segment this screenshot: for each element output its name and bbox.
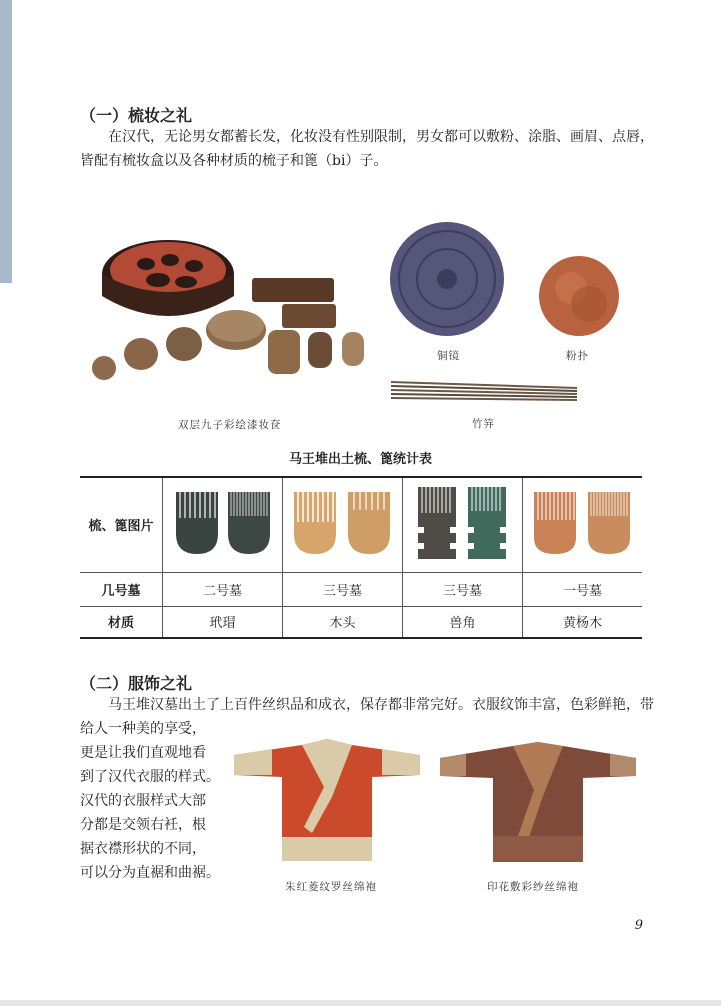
red-silk-robe-photo [232,737,422,867]
cell-tomb: 二号墓 [163,572,283,606]
side-accent-bar [0,0,12,283]
row-label-material: 材质 [80,606,163,638]
paragraph-clothing-line7: 据衣襟形状的不同， [80,841,206,857]
cell-tomb: 一号墓 [523,572,643,606]
paragraph-clothing-line4: 到了汉代衣服的样式。 [80,769,220,785]
row-label-images: 梳、篦图片 [80,477,163,572]
comb-wood-image [288,488,398,558]
paragraph-clothing-line6: 分都是交领右衽，根 [80,817,206,833]
cell-material: 黄杨木 [523,606,643,638]
paragraph-grooming-line1: 在汉代，无论男女都蓄长发，化妆没有性别限制，男女都可以敷粉、涂脂、画眉、点唇， [108,129,654,145]
cell-tomb: 三号墓 [403,572,523,606]
comb-statistics-table [80,476,642,639]
caption-bamboo-pins: 竹笄 [472,418,495,430]
bamboo-hairpins-photo [389,378,579,404]
comb-image-cell [283,477,403,572]
cell-material: 木头 [283,606,403,638]
caption-lacquer-box: 双层九子彩绘漆妆奁 [178,419,282,431]
comb-image-cell [163,477,283,572]
caption-red-robe: 朱红菱纹罗丝绵袍 [285,881,377,893]
comb-image-cell [523,477,643,572]
paragraph-clothing-line2: 给人一种美的享受， [80,721,206,737]
comb-boxwood-image [528,488,638,558]
comb-horn-image [408,483,518,563]
comb-image-cell [403,477,523,572]
paragraph-grooming-line2: 皆配有梳妆盒以及各种材质的梳子和篦（bi）子。 [80,153,388,169]
caption-puff: 粉扑 [566,350,589,362]
printed-silk-robe-photo [438,740,638,865]
section-title-clothing: （二）服饰之礼 [80,674,193,693]
cell-material: 兽角 [403,606,523,638]
paragraph-clothing-line5: 汉代的衣服样式大部 [80,793,206,809]
paragraph-clothing-line1: 马王堆汉墓出土了上百件丝织品和成衣，保存都非常完好。衣服纹饰丰富，色彩鲜艳，带 [108,697,654,713]
powder-puff-photo [537,254,621,338]
page-number: 9 [634,918,643,933]
comb-tortoiseshell-image [168,488,278,558]
caption-mirror: 铜镜 [437,350,460,362]
paragraph-clothing-line3: 更是让我们直观地看 [80,745,206,761]
bronze-mirror-photo [389,221,505,337]
lacquer-box-photo [86,226,376,391]
caption-printed-robe: 印花敷彩纱丝绵袍 [487,881,579,893]
bottom-divider [0,1000,721,1006]
table-title: 马王堆出土梳、篦统计表 [288,452,432,467]
row-label-tomb: 几号墓 [80,572,163,606]
cell-tomb: 三号墓 [283,572,403,606]
section-title-grooming: （一）梳妆之礼 [80,106,193,125]
cell-material: 玳瑁 [163,606,283,638]
paragraph-clothing-line8: 可以分为直裾和曲裾。 [80,865,220,881]
